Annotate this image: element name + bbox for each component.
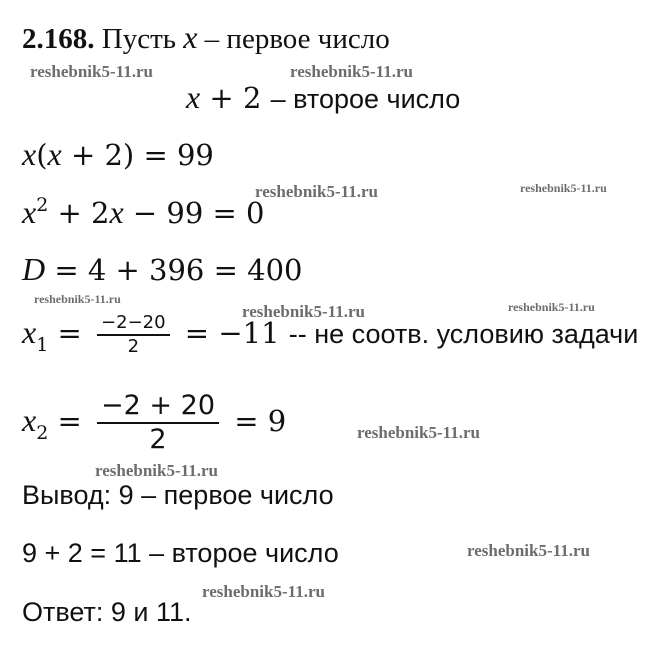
first-number-desc: – первое число [204, 23, 390, 55]
fraction-denominator: 2 [127, 336, 140, 357]
let-text: Пусть [101, 23, 176, 55]
equals-sign: = [57, 404, 82, 438]
problem-number: 2.168. [22, 23, 95, 55]
watermark: reshebnik5-11.ru [30, 62, 153, 81]
var-x: x [109, 194, 124, 230]
watermark: reshebnik5-11.ru [34, 292, 121, 306]
root2-result: = 9 [234, 404, 287, 438]
root1-fraction [97, 312, 170, 358]
root1-note: -- не соотв. условию задачи [288, 319, 639, 349]
discriminant-line [22, 252, 302, 287]
var-x: x [22, 136, 37, 172]
var-x: x [186, 79, 201, 115]
open-paren: ( [36, 138, 48, 172]
exponent: 2 [36, 194, 49, 216]
watermark: reshebnik5-11.ru [242, 302, 365, 321]
watermark: reshebnik5-11.ru [95, 461, 218, 480]
watermark: reshebnik5-11.ru [290, 62, 413, 81]
equation-rest: − 99 = 0 [132, 196, 265, 230]
subscript: 2 [36, 422, 49, 444]
root1-result: = −11 [184, 316, 280, 350]
watermark: reshebnik5-11.ru [467, 541, 590, 560]
root2-fraction [97, 390, 219, 456]
second-number-line [186, 80, 460, 116]
fraction-numerator: −2 + 20 [101, 390, 215, 421]
watermark: reshebnik5-11.ru [255, 182, 378, 201]
var-x: x [22, 314, 37, 350]
var-x: x [22, 194, 37, 230]
plus-two: + 2 [57, 196, 110, 230]
equation-quadratic [22, 195, 265, 230]
watermark: reshebnik5-11.ru [520, 181, 607, 195]
watermark: reshebnik5-11.ru [508, 300, 595, 314]
root2-line [22, 390, 286, 456]
var-d: D [22, 251, 46, 287]
problem-header [22, 20, 390, 56]
conclusion-first: Вывод: 9 – первое число [22, 480, 334, 510]
var-x: x [183, 19, 198, 55]
equation-product [22, 137, 214, 172]
watermark: reshebnik5-11.ru [202, 582, 325, 601]
plus-two: + 2 [209, 81, 262, 115]
var-x: x [22, 402, 37, 438]
conclusion-second: 9 + 2 = 11 – второе число [22, 538, 339, 568]
equation-rest: + 2) = 99 [70, 138, 214, 172]
subscript: 1 [36, 334, 49, 356]
var-x: x [47, 136, 62, 172]
discriminant-value: = 4 + 396 = 400 [54, 253, 303, 287]
fraction-denominator: 2 [149, 424, 167, 455]
watermark: reshebnik5-11.ru [357, 423, 480, 442]
fraction-numerator: −2−20 [101, 312, 166, 333]
second-number-desc: – второе число [270, 84, 461, 114]
equals-sign: = [57, 316, 82, 350]
answer-line: Ответ: 9 и 11. [22, 597, 192, 627]
